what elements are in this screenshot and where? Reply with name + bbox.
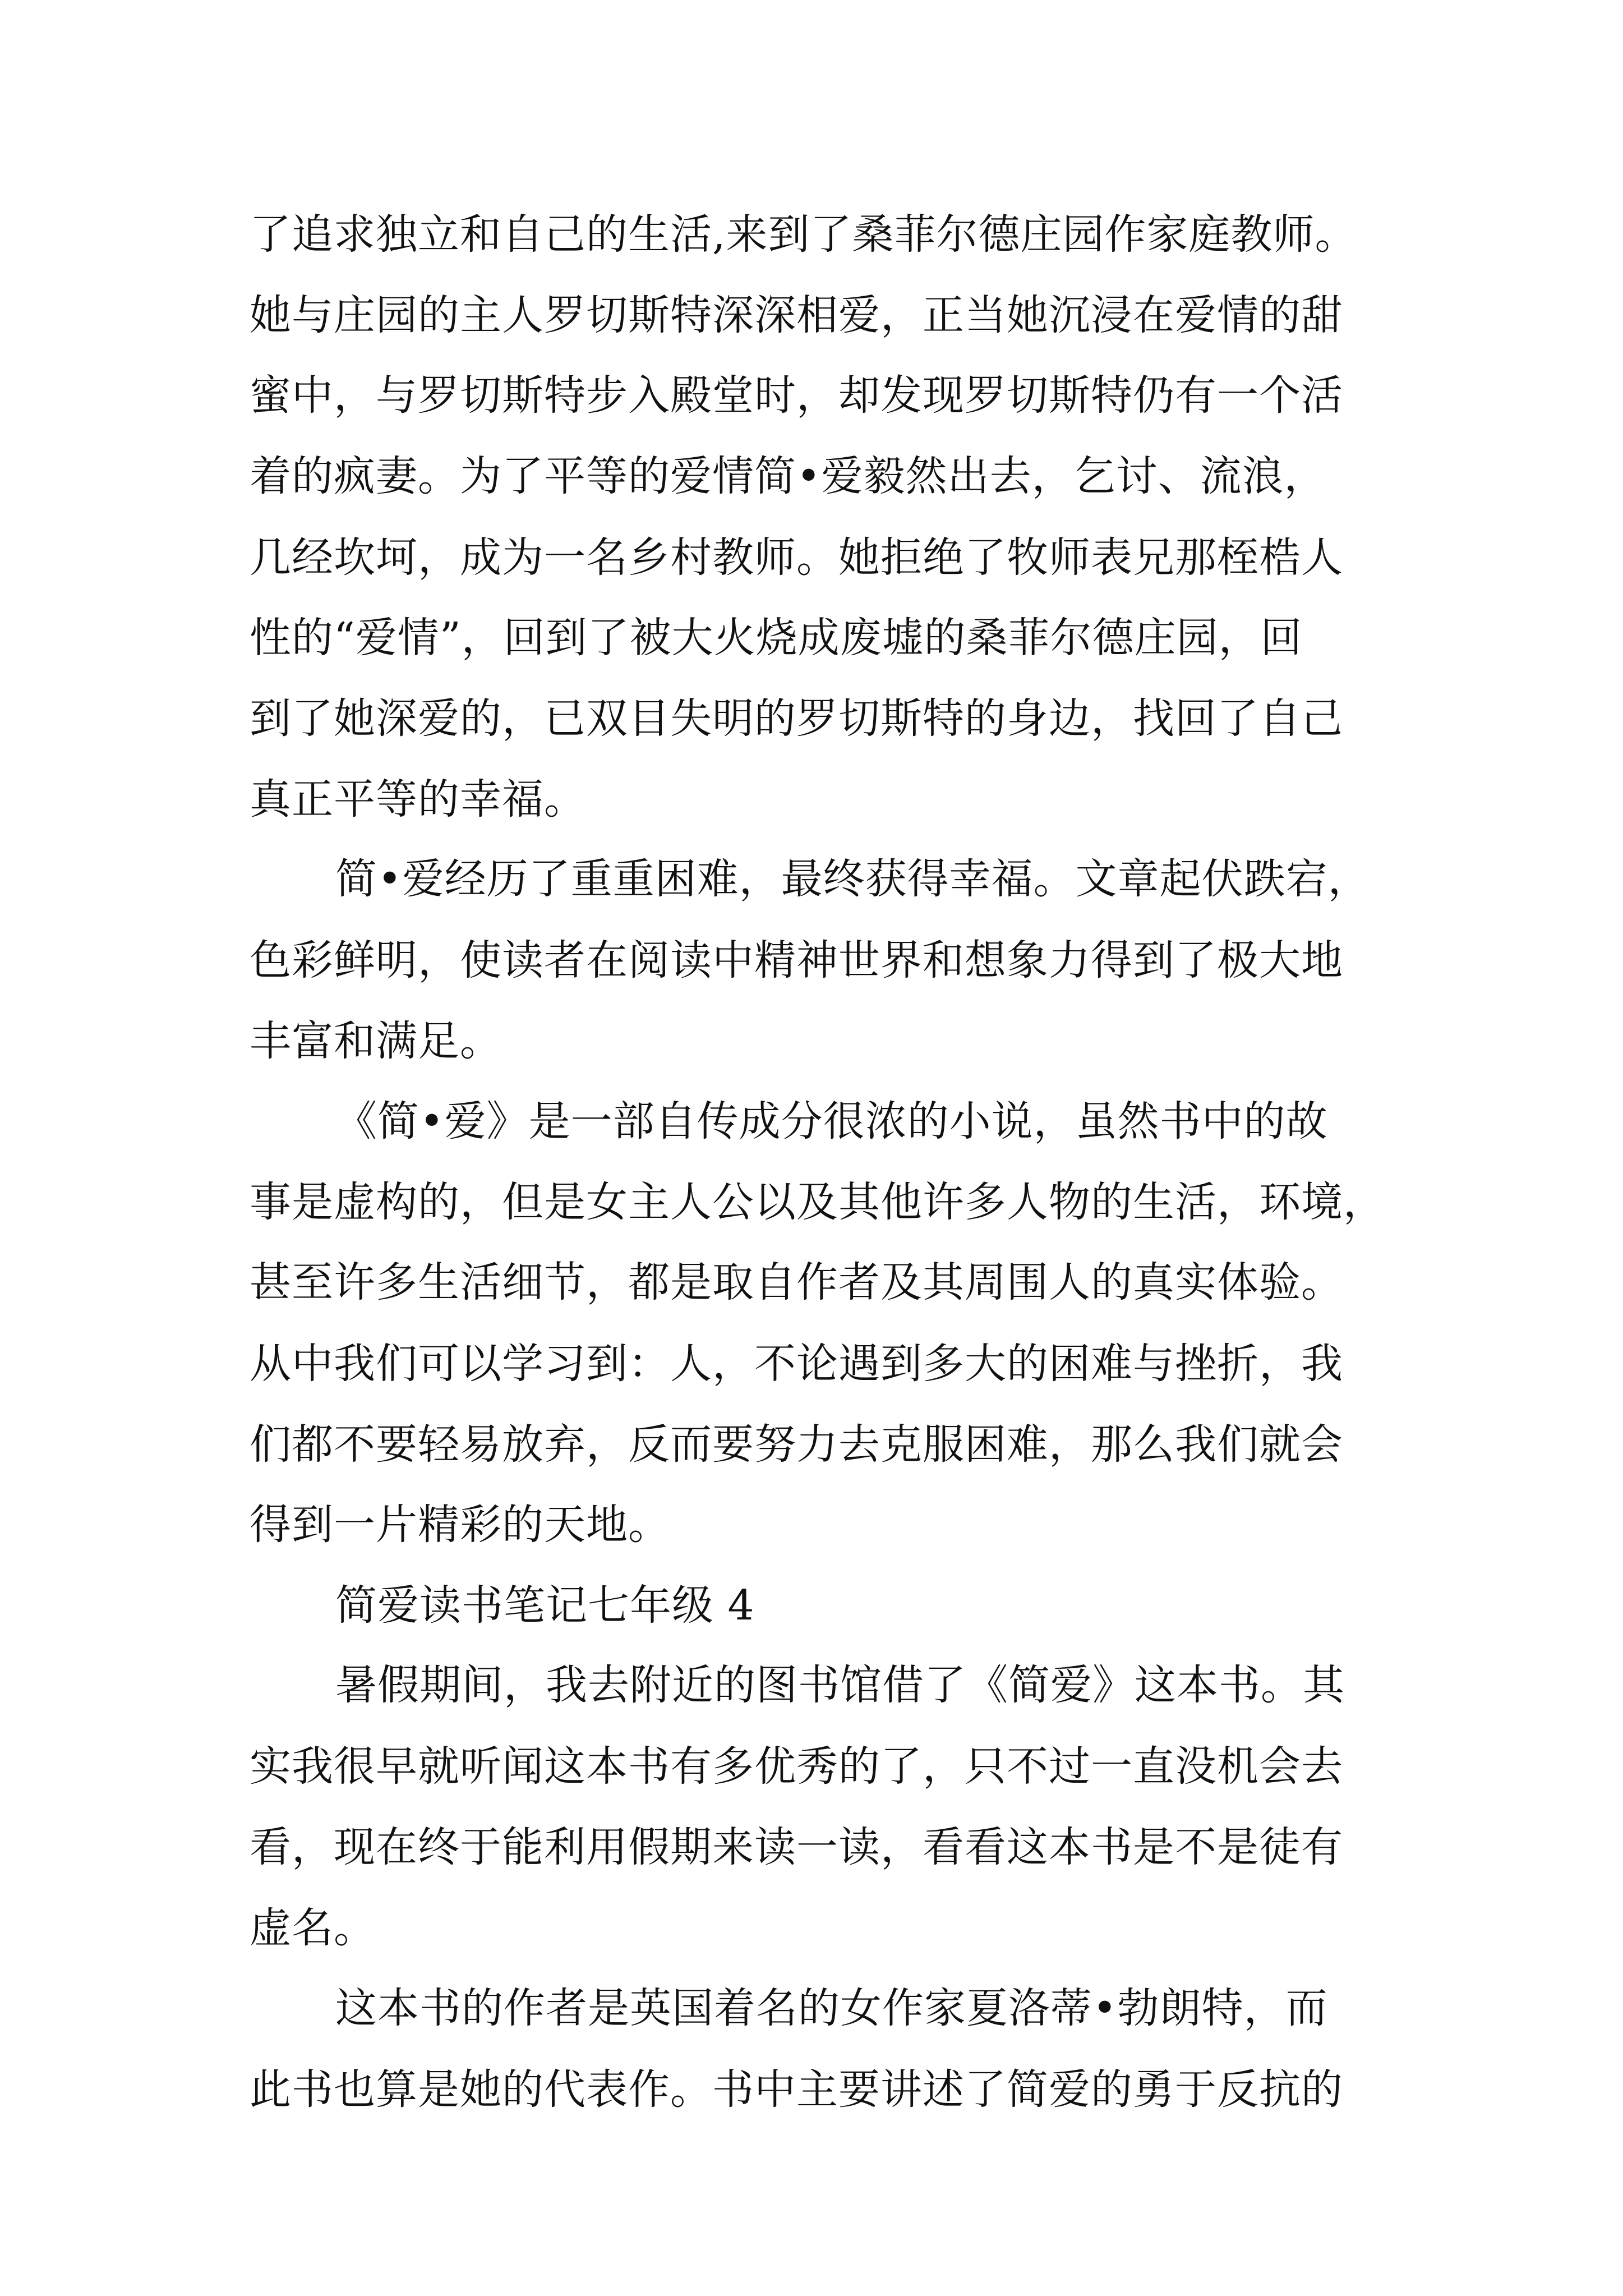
text-line: 真正平等的幸福。	[250, 775, 586, 823]
paragraph-first-line: 简•爱经历了重重困难，最终获得幸福。文章起伏跌宕，	[335, 855, 1370, 903]
text-line: 丰富和满足。	[250, 1017, 502, 1065]
section-heading: 简爱读书笔记七年级 4	[335, 1581, 755, 1630]
text-line: 看，现在终于能利用假期来读一读，看看这本书是不是徒有	[250, 1823, 1343, 1871]
text-line: 们都不要轻易放弃，反而要努力去克服困难，那么我们就会	[250, 1420, 1343, 1469]
text-line: 着的疯妻。为了平等的爱情简•爱毅然出去，乞讨、流浪，	[250, 452, 1326, 500]
text-line: 事是虚构的，但是女主人公以及其他许多人物的生活，环境，	[250, 1178, 1385, 1226]
paragraph-first-line: 这本书的作者是英国着名的女作家夏洛蒂•勃朗特，而	[335, 1984, 1328, 2032]
text-line: 从中我们可以学习到：人，不论遇到多大的困难与挫折，我	[250, 1340, 1343, 1388]
text-line: 她与庄园的主人罗切斯特深深相爱，正当她沉浸在爱情的甜	[250, 291, 1343, 339]
text-line: 几经坎坷，成为一名乡村教师。她拒绝了牧师表兄那桎梏人	[250, 533, 1343, 582]
text-line: 虚名。	[250, 1904, 376, 1952]
text-line: 性的“爱情”，回到了被大火烧成废墟的桑菲尔德庄园，回	[250, 614, 1303, 662]
text-line: 甚至许多生活细节，都是取自作者及其周围人的真实体验。	[250, 1258, 1343, 1306]
paragraph-first-line: 暑假期间，我去附近的图书馆借了《简爱》这本书。其	[335, 1661, 1345, 1709]
text-line: 了追求独立和自己的生活,来到了桑菲尔德庄园作家庭教师。	[250, 210, 1357, 259]
paragraph-first-line: 《简•爱》是一部自传成分很浓的小说，虽然书中的故	[335, 1097, 1328, 1145]
text-line: 到了她深爱的，已双目失明的罗切斯特的身边，找回了自己	[250, 694, 1343, 743]
text-line: 此书也算是她的代表作。书中主要讲述了简爱的勇于反抗的	[250, 2065, 1343, 2114]
text-line: 色彩鲜明，使读者在阅读中精神世界和想象力得到了极大地	[250, 936, 1343, 984]
text-line: 得到一片精彩的天地。	[250, 1501, 670, 1549]
text-line: 实我很早就听闻这本书有多优秀的了，只不过一直没机会去	[250, 1742, 1343, 1791]
text-line: 蜜中，与罗切斯特步入殿堂时，却发现罗切斯特仍有一个活	[250, 371, 1343, 420]
